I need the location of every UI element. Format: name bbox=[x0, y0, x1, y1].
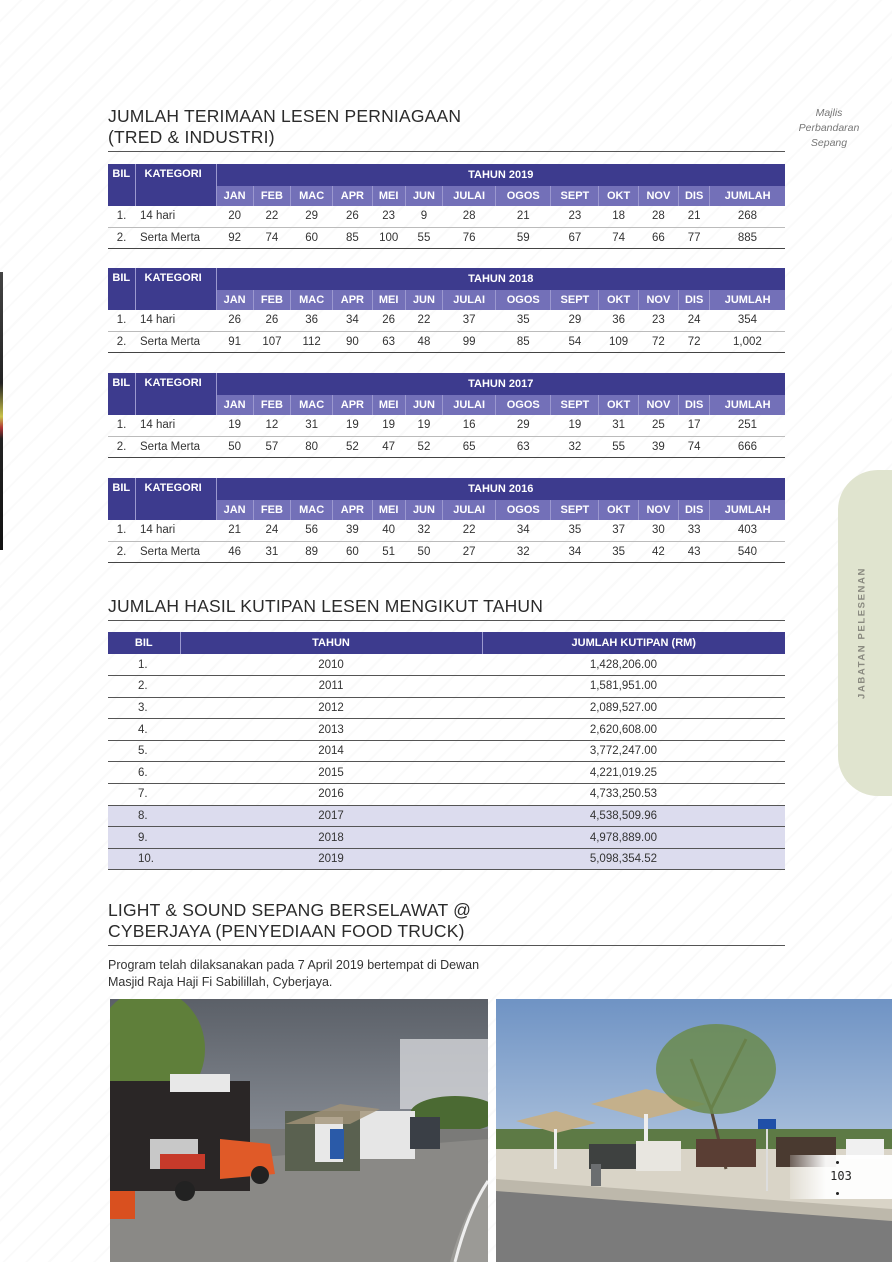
cell-bil: 2. bbox=[108, 436, 135, 457]
dot-icon bbox=[836, 1161, 839, 1164]
cell-value: 666 bbox=[710, 436, 785, 457]
table-row bbox=[108, 541, 785, 562]
title-line: JUMLAH HASIL KUTIPAN LESEN MENGIKUT TAHUN bbox=[108, 596, 544, 616]
table-header-row bbox=[108, 268, 785, 290]
cell-value: 40 bbox=[372, 520, 405, 541]
table-row bbox=[108, 848, 785, 870]
cell-jumlah: 4,538,509.96 bbox=[482, 805, 785, 827]
header-tahun: TAHUN bbox=[180, 632, 482, 654]
cell-value: 47 bbox=[372, 436, 405, 457]
title-line: (TRED & INDUSTRI) bbox=[108, 127, 275, 147]
header-month: JULAI bbox=[443, 290, 496, 310]
header-year: TAHUN 2016 bbox=[216, 478, 785, 500]
cell-bil: 2. bbox=[108, 331, 135, 352]
header-month: DIS bbox=[678, 186, 709, 206]
table-row bbox=[108, 827, 785, 849]
header-bil: BIL bbox=[108, 632, 180, 654]
header-month: JAN bbox=[216, 186, 253, 206]
cell-value: 32 bbox=[551, 436, 599, 457]
side-tab-label: JABATAN PELESENAN bbox=[856, 567, 868, 699]
header-month: SEPT bbox=[551, 500, 599, 520]
cell-tahun: 2015 bbox=[180, 762, 482, 784]
cell-tahun: 2018 bbox=[180, 827, 482, 849]
title-line: CYBERJAYA (PENYEDIAAN FOOD TRUCK) bbox=[108, 921, 465, 941]
cell-value: 268 bbox=[710, 206, 785, 227]
cell-tahun: 2019 bbox=[180, 848, 482, 870]
cell-value: 23 bbox=[551, 206, 599, 227]
header-bil: BIL bbox=[108, 373, 135, 415]
cell-bil: 3. bbox=[108, 697, 180, 719]
description-line: Program telah dilaksanakan pada 7 April 2019 bertempat di Dewan bbox=[108, 958, 480, 972]
cell-jumlah: 4,978,889.00 bbox=[482, 827, 785, 849]
cell-jumlah: 2,089,527.00 bbox=[482, 697, 785, 719]
cell-value: 37 bbox=[599, 520, 638, 541]
cell-value: 35 bbox=[599, 541, 638, 562]
table-row bbox=[108, 520, 785, 541]
cell-value: 34 bbox=[551, 541, 599, 562]
header-month: JUMLAH bbox=[710, 500, 785, 520]
table-header-row bbox=[108, 373, 785, 395]
cell-value: 92 bbox=[216, 227, 253, 248]
section-title-license-receipts bbox=[108, 106, 785, 152]
cell-value: 85 bbox=[333, 227, 372, 248]
cell-bil: 9. bbox=[108, 827, 180, 849]
cell-value: 76 bbox=[443, 227, 496, 248]
table-row bbox=[108, 331, 785, 352]
header-month: OGOS bbox=[496, 290, 551, 310]
cell-jumlah: 5,098,354.52 bbox=[482, 848, 785, 870]
cell-jumlah: 1,428,206.00 bbox=[482, 654, 785, 676]
cell-value: 18 bbox=[599, 206, 638, 227]
monthly-license-table bbox=[108, 164, 785, 249]
cell-value: 91 bbox=[216, 331, 253, 352]
cell-tahun: 2011 bbox=[180, 676, 482, 698]
cell-kategori: Serta Merta bbox=[135, 436, 216, 457]
table-row bbox=[108, 805, 785, 827]
table-row bbox=[108, 415, 785, 436]
cell-value: 35 bbox=[496, 310, 551, 331]
cell-kategori: 14 hari bbox=[135, 415, 216, 436]
cell-value: 23 bbox=[638, 310, 678, 331]
cell-bil: 1. bbox=[108, 520, 135, 541]
cell-value: 24 bbox=[253, 520, 290, 541]
header-month: JUN bbox=[405, 500, 442, 520]
adjacent-page-edge bbox=[0, 272, 3, 550]
cell-tahun: 2010 bbox=[180, 654, 482, 676]
header-month: MAC bbox=[291, 290, 333, 310]
cell-value: 16 bbox=[443, 415, 496, 436]
cell-jumlah: 1,581,951.00 bbox=[482, 676, 785, 698]
cell-tahun: 2016 bbox=[180, 784, 482, 806]
header-month: MAC bbox=[291, 395, 333, 415]
cell-value: 112 bbox=[291, 331, 333, 352]
cell-value: 19 bbox=[216, 415, 253, 436]
header-month: OGOS bbox=[496, 395, 551, 415]
cell-value: 354 bbox=[710, 310, 785, 331]
header-year: TAHUN 2019 bbox=[216, 164, 785, 186]
header-month: APR bbox=[333, 186, 372, 206]
monthly-license-table bbox=[108, 478, 785, 563]
cell-value: 885 bbox=[710, 227, 785, 248]
cell-value: 26 bbox=[372, 310, 405, 331]
cell-value: 107 bbox=[253, 331, 290, 352]
cell-value: 74 bbox=[678, 436, 709, 457]
cell-value: 37 bbox=[443, 310, 496, 331]
cell-value: 43 bbox=[678, 541, 709, 562]
cell-value: 60 bbox=[333, 541, 372, 562]
cell-value: 55 bbox=[405, 227, 442, 248]
cell-value: 46 bbox=[216, 541, 253, 562]
table-row bbox=[108, 676, 785, 698]
cell-kategori: Serta Merta bbox=[135, 541, 216, 562]
cell-value: 29 bbox=[291, 206, 333, 227]
cell-value: 39 bbox=[333, 520, 372, 541]
header-month: DIS bbox=[678, 290, 709, 310]
cell-value: 100 bbox=[372, 227, 405, 248]
cell-value: 26 bbox=[333, 206, 372, 227]
cell-tahun: 2013 bbox=[180, 719, 482, 741]
header-kategori: KATEGORI bbox=[135, 478, 216, 520]
monthly-license-table bbox=[108, 268, 785, 353]
table-row bbox=[108, 740, 785, 762]
cell-tahun: 2014 bbox=[180, 740, 482, 762]
cell-value: 29 bbox=[496, 415, 551, 436]
header-month: NOV bbox=[638, 186, 678, 206]
cell-value: 21 bbox=[216, 520, 253, 541]
cell-value: 31 bbox=[253, 541, 290, 562]
cell-value: 74 bbox=[599, 227, 638, 248]
program-description bbox=[108, 957, 578, 991]
header-month: JUMLAH bbox=[710, 395, 785, 415]
food-truck-photo-illustration bbox=[110, 999, 488, 1262]
cell-kategori: 14 hari bbox=[135, 206, 216, 227]
header-month: FEB bbox=[253, 395, 290, 415]
header-month: OKT bbox=[599, 290, 638, 310]
cell-bil: 1. bbox=[108, 415, 135, 436]
cell-value: 36 bbox=[291, 310, 333, 331]
cell-value: 59 bbox=[496, 227, 551, 248]
title-line: JUMLAH TERIMAAN LESEN PERNIAGAAN bbox=[108, 106, 462, 126]
cell-value: 29 bbox=[551, 310, 599, 331]
header-month: OKT bbox=[599, 395, 638, 415]
header-month: NOV bbox=[638, 395, 678, 415]
header-month: JULAI bbox=[443, 500, 496, 520]
cell-value: 52 bbox=[405, 436, 442, 457]
monthly-license-table bbox=[108, 373, 785, 458]
cell-tahun: 2012 bbox=[180, 697, 482, 719]
table-header-row bbox=[108, 478, 785, 500]
table-row bbox=[108, 784, 785, 806]
cell-value: 74 bbox=[253, 227, 290, 248]
header-month: JUMLAH bbox=[710, 290, 785, 310]
header-month: APR bbox=[333, 500, 372, 520]
cell-value: 52 bbox=[333, 436, 372, 457]
header-month: SEPT bbox=[551, 290, 599, 310]
cell-value: 9 bbox=[405, 206, 442, 227]
header-jumlah-kutipan: JUMLAH KUTIPAN (RM) bbox=[482, 632, 785, 654]
cell-bil: 2. bbox=[108, 676, 180, 698]
header-month: MEI bbox=[372, 500, 405, 520]
table-header-row bbox=[108, 632, 785, 654]
cell-bil: 2. bbox=[108, 541, 135, 562]
header-month: JUN bbox=[405, 290, 442, 310]
cell-value: 99 bbox=[443, 331, 496, 352]
cell-value: 12 bbox=[253, 415, 290, 436]
header-month: MAC bbox=[291, 500, 333, 520]
cell-value: 63 bbox=[372, 331, 405, 352]
cell-value: 34 bbox=[333, 310, 372, 331]
header-year: TAHUN 2017 bbox=[216, 373, 785, 395]
cell-value: 28 bbox=[443, 206, 496, 227]
cell-value: 1,002 bbox=[710, 331, 785, 352]
header-month: MEI bbox=[372, 395, 405, 415]
cell-value: 22 bbox=[443, 520, 496, 541]
cell-value: 19 bbox=[551, 415, 599, 436]
header-month: NOV bbox=[638, 290, 678, 310]
header-kategori: KATEGORI bbox=[135, 164, 216, 206]
cell-value: 77 bbox=[678, 227, 709, 248]
cell-value: 26 bbox=[253, 310, 290, 331]
cell-kategori: 14 hari bbox=[135, 520, 216, 541]
cell-value: 63 bbox=[496, 436, 551, 457]
table-row bbox=[108, 206, 785, 227]
header-bil: BIL bbox=[108, 478, 135, 520]
cell-value: 51 bbox=[372, 541, 405, 562]
brand-line: Majlis bbox=[815, 107, 843, 119]
cell-value: 80 bbox=[291, 436, 333, 457]
page-number-text: 103 bbox=[830, 1169, 852, 1183]
cell-value: 57 bbox=[253, 436, 290, 457]
section-side-tab bbox=[838, 470, 892, 796]
table-row bbox=[108, 697, 785, 719]
cell-value: 65 bbox=[443, 436, 496, 457]
cell-value: 22 bbox=[405, 310, 442, 331]
header-month: JUMLAH bbox=[710, 186, 785, 206]
header-bil: BIL bbox=[108, 164, 135, 206]
cell-value: 20 bbox=[216, 206, 253, 227]
cell-value: 66 bbox=[638, 227, 678, 248]
header-bil: BIL bbox=[108, 268, 135, 310]
header-year: TAHUN 2018 bbox=[216, 268, 785, 290]
cell-value: 60 bbox=[291, 227, 333, 248]
brand-label bbox=[784, 106, 874, 151]
table-row bbox=[108, 436, 785, 457]
table-row bbox=[108, 310, 785, 331]
header-month: OKT bbox=[599, 186, 638, 206]
cell-value: 39 bbox=[638, 436, 678, 457]
cell-bil: 1. bbox=[108, 654, 180, 676]
cell-bil: 7. bbox=[108, 784, 180, 806]
cell-value: 32 bbox=[405, 520, 442, 541]
cell-bil: 2. bbox=[108, 227, 135, 248]
cell-kategori: Serta Merta bbox=[135, 227, 216, 248]
cell-value: 72 bbox=[638, 331, 678, 352]
cell-value: 19 bbox=[372, 415, 405, 436]
cell-value: 28 bbox=[638, 206, 678, 227]
cell-value: 33 bbox=[678, 520, 709, 541]
header-month: JUN bbox=[405, 395, 442, 415]
yearly-collection-table bbox=[108, 632, 785, 870]
cell-tahun: 2017 bbox=[180, 805, 482, 827]
header-month: OGOS bbox=[496, 186, 551, 206]
cell-value: 72 bbox=[678, 331, 709, 352]
cell-value: 24 bbox=[678, 310, 709, 331]
header-month: JAN bbox=[216, 395, 253, 415]
header-month: MEI bbox=[372, 290, 405, 310]
table-header-row bbox=[108, 164, 785, 186]
cell-value: 25 bbox=[638, 415, 678, 436]
cell-bil: 10. bbox=[108, 848, 180, 870]
cell-value: 55 bbox=[599, 436, 638, 457]
cell-value: 109 bbox=[599, 331, 638, 352]
header-month: JUN bbox=[405, 186, 442, 206]
cell-value: 56 bbox=[291, 520, 333, 541]
header-month: DIS bbox=[678, 500, 709, 520]
photo-plaza-canopies bbox=[496, 999, 892, 1262]
cell-bil: 5. bbox=[108, 740, 180, 762]
cell-value: 23 bbox=[372, 206, 405, 227]
header-month: FEB bbox=[253, 500, 290, 520]
cell-value: 50 bbox=[405, 541, 442, 562]
header-month: APR bbox=[333, 395, 372, 415]
cell-jumlah: 4,733,250.53 bbox=[482, 784, 785, 806]
cell-bil: 4. bbox=[108, 719, 180, 741]
cell-value: 21 bbox=[496, 206, 551, 227]
header-month: OKT bbox=[599, 500, 638, 520]
table-row bbox=[108, 227, 785, 248]
dot-icon bbox=[836, 1192, 839, 1195]
header-month: JAN bbox=[216, 500, 253, 520]
cell-value: 42 bbox=[638, 541, 678, 562]
section-title-license-collection bbox=[108, 596, 785, 621]
header-month: NOV bbox=[638, 500, 678, 520]
header-month: FEB bbox=[253, 186, 290, 206]
cell-value: 31 bbox=[291, 415, 333, 436]
cell-value: 50 bbox=[216, 436, 253, 457]
plaza-photo-illustration bbox=[496, 999, 892, 1262]
table-row bbox=[108, 719, 785, 741]
header-month: OGOS bbox=[496, 500, 551, 520]
cell-jumlah: 2,620,608.00 bbox=[482, 719, 785, 741]
cell-value: 26 bbox=[216, 310, 253, 331]
title-line: LIGHT & SOUND SEPANG BERSELAWAT @ bbox=[108, 900, 472, 920]
header-month: FEB bbox=[253, 290, 290, 310]
header-month: MAC bbox=[291, 186, 333, 206]
cell-value: 19 bbox=[333, 415, 372, 436]
cell-value: 85 bbox=[496, 331, 551, 352]
cell-value: 19 bbox=[405, 415, 442, 436]
cell-value: 67 bbox=[551, 227, 599, 248]
header-kategori: KATEGORI bbox=[135, 373, 216, 415]
cell-value: 54 bbox=[551, 331, 599, 352]
cell-value: 35 bbox=[551, 520, 599, 541]
header-month: JULAI bbox=[443, 395, 496, 415]
header-month: MEI bbox=[372, 186, 405, 206]
cell-value: 21 bbox=[678, 206, 709, 227]
cell-value: 34 bbox=[496, 520, 551, 541]
brand-line: Sepang bbox=[810, 137, 848, 149]
section-title-food-truck bbox=[108, 900, 785, 946]
cell-kategori: 14 hari bbox=[135, 310, 216, 331]
header-month: APR bbox=[333, 290, 372, 310]
cell-jumlah: 3,772,247.00 bbox=[482, 740, 785, 762]
brand-line: Perbandaran bbox=[798, 122, 860, 134]
cell-value: 403 bbox=[710, 520, 785, 541]
header-month: DIS bbox=[678, 395, 709, 415]
cell-value: 540 bbox=[710, 541, 785, 562]
cell-bil: 6. bbox=[108, 762, 180, 784]
header-month: SEPT bbox=[551, 395, 599, 415]
cell-value: 48 bbox=[405, 331, 442, 352]
cell-jumlah: 4,221,019.25 bbox=[482, 762, 785, 784]
cell-bil: 8. bbox=[108, 805, 180, 827]
cell-value: 31 bbox=[599, 415, 638, 436]
cell-value: 32 bbox=[496, 541, 551, 562]
cell-value: 36 bbox=[599, 310, 638, 331]
photo-food-trucks bbox=[110, 999, 488, 1262]
header-kategori: KATEGORI bbox=[135, 268, 216, 310]
cell-value: 17 bbox=[678, 415, 709, 436]
header-month: SEPT bbox=[551, 186, 599, 206]
cell-value: 27 bbox=[443, 541, 496, 562]
cell-value: 90 bbox=[333, 331, 372, 352]
cell-value: 89 bbox=[291, 541, 333, 562]
cell-value: 30 bbox=[638, 520, 678, 541]
table-row bbox=[108, 654, 785, 676]
header-month: JULAI bbox=[443, 186, 496, 206]
description-line: Masjid Raja Haji Fi Sabilillah, Cyberjaya. bbox=[108, 975, 333, 989]
cell-value: 22 bbox=[253, 206, 290, 227]
table-row bbox=[108, 762, 785, 784]
page-number bbox=[790, 1155, 892, 1199]
cell-kategori: Serta Merta bbox=[135, 331, 216, 352]
cell-bil: 1. bbox=[108, 310, 135, 331]
header-month: JAN bbox=[216, 290, 253, 310]
cell-value: 251 bbox=[710, 415, 785, 436]
cell-bil: 1. bbox=[108, 206, 135, 227]
